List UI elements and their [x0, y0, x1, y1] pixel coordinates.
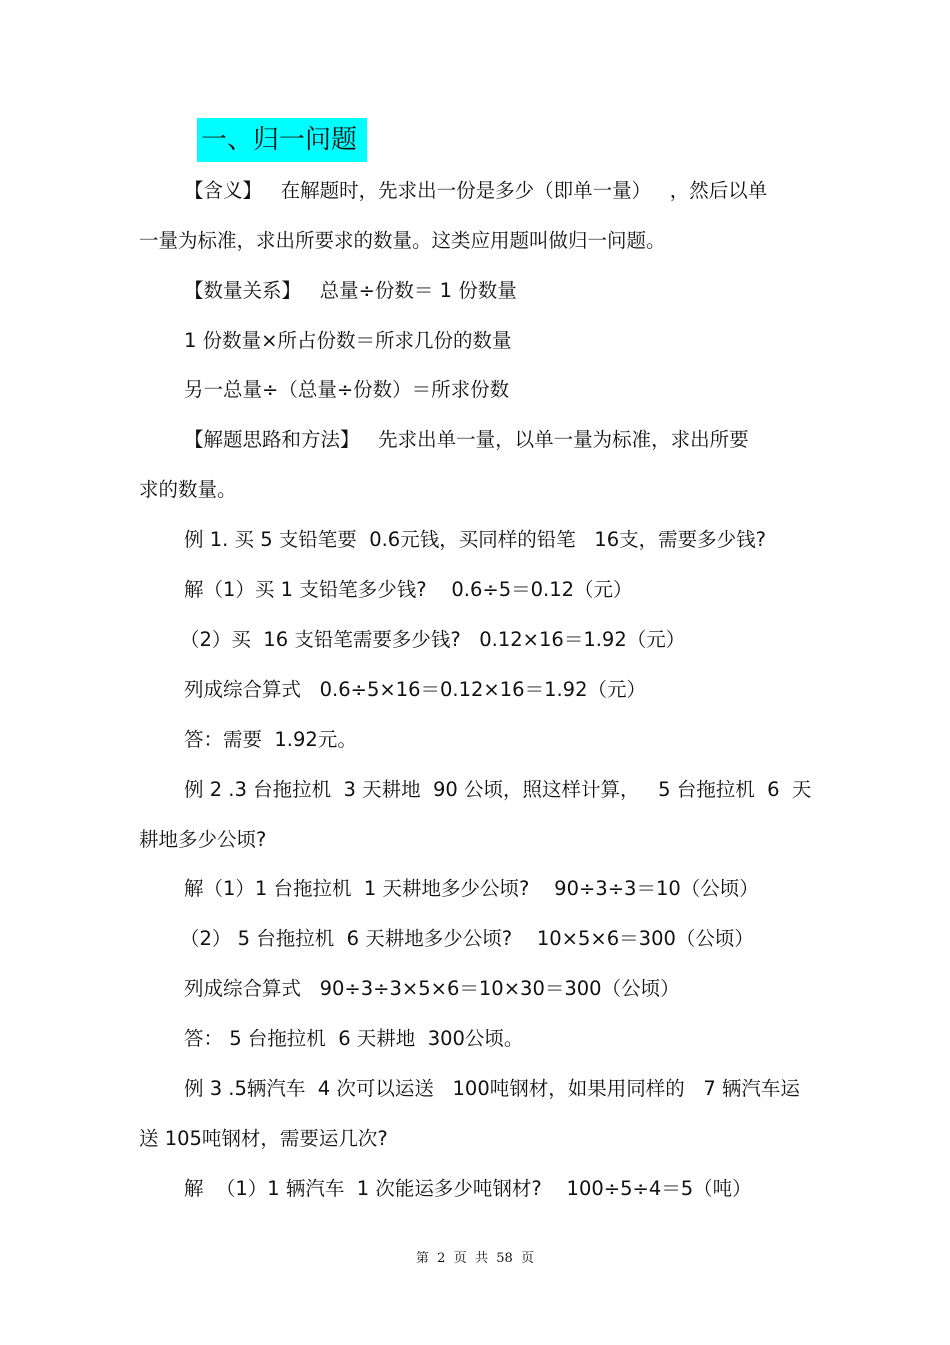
text-line: 答：需要 1.92元。	[184, 728, 357, 751]
text-line: 解 （1）1 辆汽车 1 次能运多少吨钢材? 100÷5÷4＝5（吨）	[184, 1177, 752, 1200]
text-line: 送 105吨钢材，需要运几次?	[139, 1127, 388, 1150]
text-line: 【数量关系】 总量÷份数＝ 1 份数量	[184, 279, 517, 302]
text-line: 例 2 .3 台拖拉机 3 天耕地 90 公顷，照这样计算， 5 台拖拉机 6 天	[184, 778, 812, 801]
text-line: 求的数量。	[139, 478, 237, 501]
text-line: 【含义】 在解题时，先求出一份是多少（即单一量） ，然后以单	[184, 179, 768, 202]
text-line: （2） 5 台拖拉机 6 天耕地多少公顷? 10×5×6＝300（公顷）	[180, 927, 754, 950]
text-line: 解（1）买 1 支铅笔多少钱? 0.6÷5＝0.12（元）	[184, 578, 633, 601]
text-line: 一量为标准，求出所要求的数量。这类应用题叫做归一问题。	[139, 229, 666, 252]
section-heading: 一、归一问题	[197, 118, 367, 162]
text-line: 耕地多少公顷?	[139, 828, 267, 851]
text-line: （2）买 16 支铅笔需要多少钱? 0.12×16＝1.92（元）	[180, 628, 686, 651]
text-line: 例 1. 买 5 支铅笔要 0.6元钱，买同样的铅笔 16支，需要多少钱?	[184, 528, 766, 551]
text-line: 解（1）1 台拖拉机 1 天耕地多少公顷? 90÷3÷3＝10（公顷）	[184, 877, 759, 900]
text-line: 【解题思路和方法】 先求出单一量，以单一量为标准，求出所要	[184, 428, 749, 451]
page-footer: 第 2 页 共 58 页	[415, 1251, 535, 1266]
text-line: 列成综合算式 0.6÷5×16＝0.12×16＝1.92（元）	[184, 678, 646, 701]
text-line: 答： 5 台拖拉机 6 天耕地 300公顷。	[184, 1027, 524, 1050]
text-line: 另一总量÷（总量÷份数）＝所求份数	[184, 378, 510, 401]
text-line: 1 份数量×所占份数＝所求几份的数量	[184, 329, 512, 352]
text-line: 例 3 .5辆汽车 4 次可以运送 100吨钢材，如果用同样的 7 辆汽车运	[184, 1077, 800, 1100]
text-line: 列成综合算式 90÷3÷3×5×6＝10×30＝300（公顷）	[184, 977, 680, 1000]
